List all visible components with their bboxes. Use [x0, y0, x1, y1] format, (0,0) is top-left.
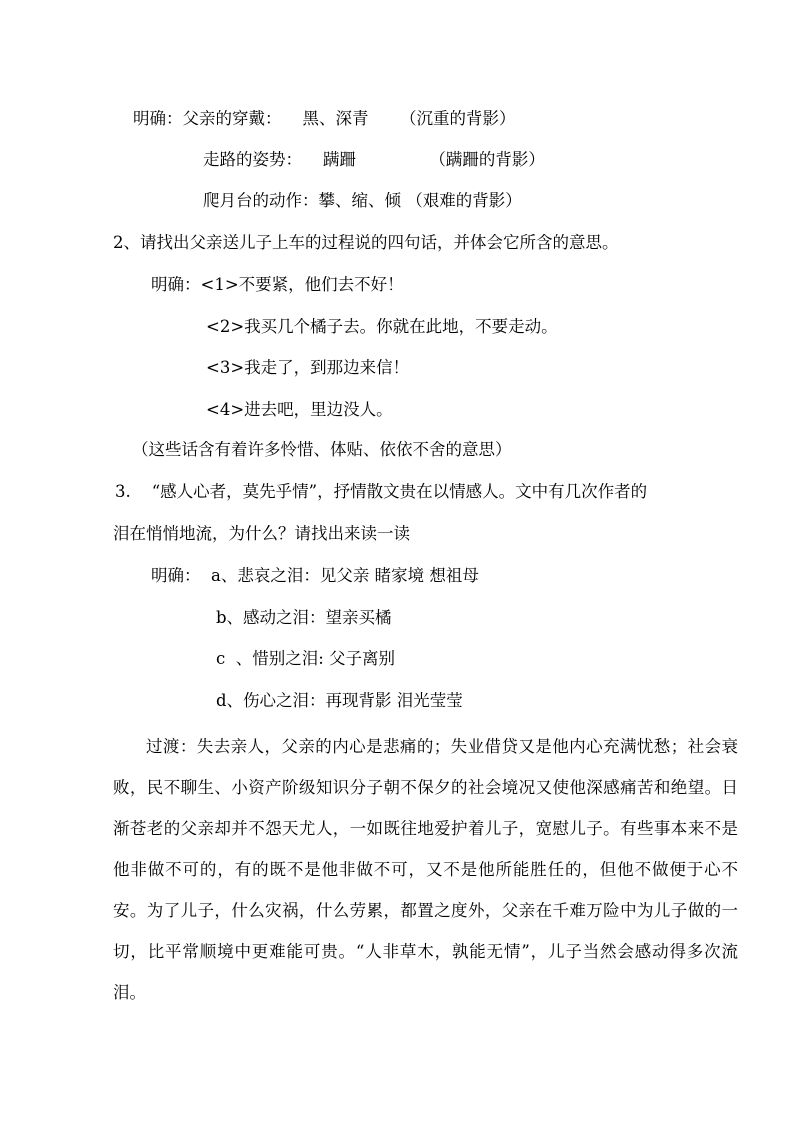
clothing-line: 明确：父亲的穿戴： 黑、深青 （沉重的背影） [133, 109, 516, 128]
climbing-action-line: 爬月台的动作：攀、缩、倾 （艰难的背影） [203, 191, 522, 210]
tears-item-d: d、伤心之泪：再现背影 泪光莹莹 [216, 691, 463, 710]
tears-item-b: b、感动之泪：望亲买橘 [216, 608, 392, 627]
answer-sentence-4: <4>进去吧，里边没人。 [206, 400, 393, 419]
sentences-note: （这些话含有着许多怜惜、体贴、依依不舍的意思） [132, 440, 512, 459]
question-2-heading: 2、请找出父亲送儿子上车的过程说的四句话，并体会它所含的意思。 [113, 233, 619, 252]
answer-sentence-3: <3>我走了，到那边来信！ [206, 358, 410, 377]
transition-paragraph: 过渡：失去亲人，父亲的内心是悲痛的；失业借贷又是他内心充满忧愁；社会衰败，民不聊生、小资产阶级知识分子朝不保夕的社会境况又使他深感痛苦和绝望。日渐苍老的父亲却并不怨天尤人，一如既往地爱护着儿子，宽慰儿子。有些事本来不是他非做不可的，有的既不是他非做不可，又不是他所能胜任的，但他不做便于心不安。为了儿子，什么灾祸，什么劳累，都置之度外，父亲在千难万险中为儿子做的一切，比平常顺境中更难能可贵。“人非草木，孰能无情”，儿子当然会感动得多次流泪。 [113, 737, 738, 1002]
question-3-continuation: 泪在悄悄地流，为什么？请找出来读一读 [113, 524, 410, 543]
walking-posture-line: 走路的姿势： 蹒跚 （蹒跚的背影） [203, 150, 545, 169]
answer-sentence-1: 明确：<1>不要紧，他们去不好！ [151, 275, 404, 294]
answer-sentence-2: <2>我买几个橘子去。你就在此地，不要走动。 [206, 317, 558, 336]
tears-item-a: 明确： a、悲哀之泪：见父亲 睹家境 想祖母 [151, 566, 479, 585]
tears-item-c: c 、惜别之泪: 父子离别 [216, 649, 396, 668]
question-3-heading: 3. “感人心者，莫先乎情”，抒情散文贵在以情感人。文中有几次作者的 [115, 482, 648, 501]
